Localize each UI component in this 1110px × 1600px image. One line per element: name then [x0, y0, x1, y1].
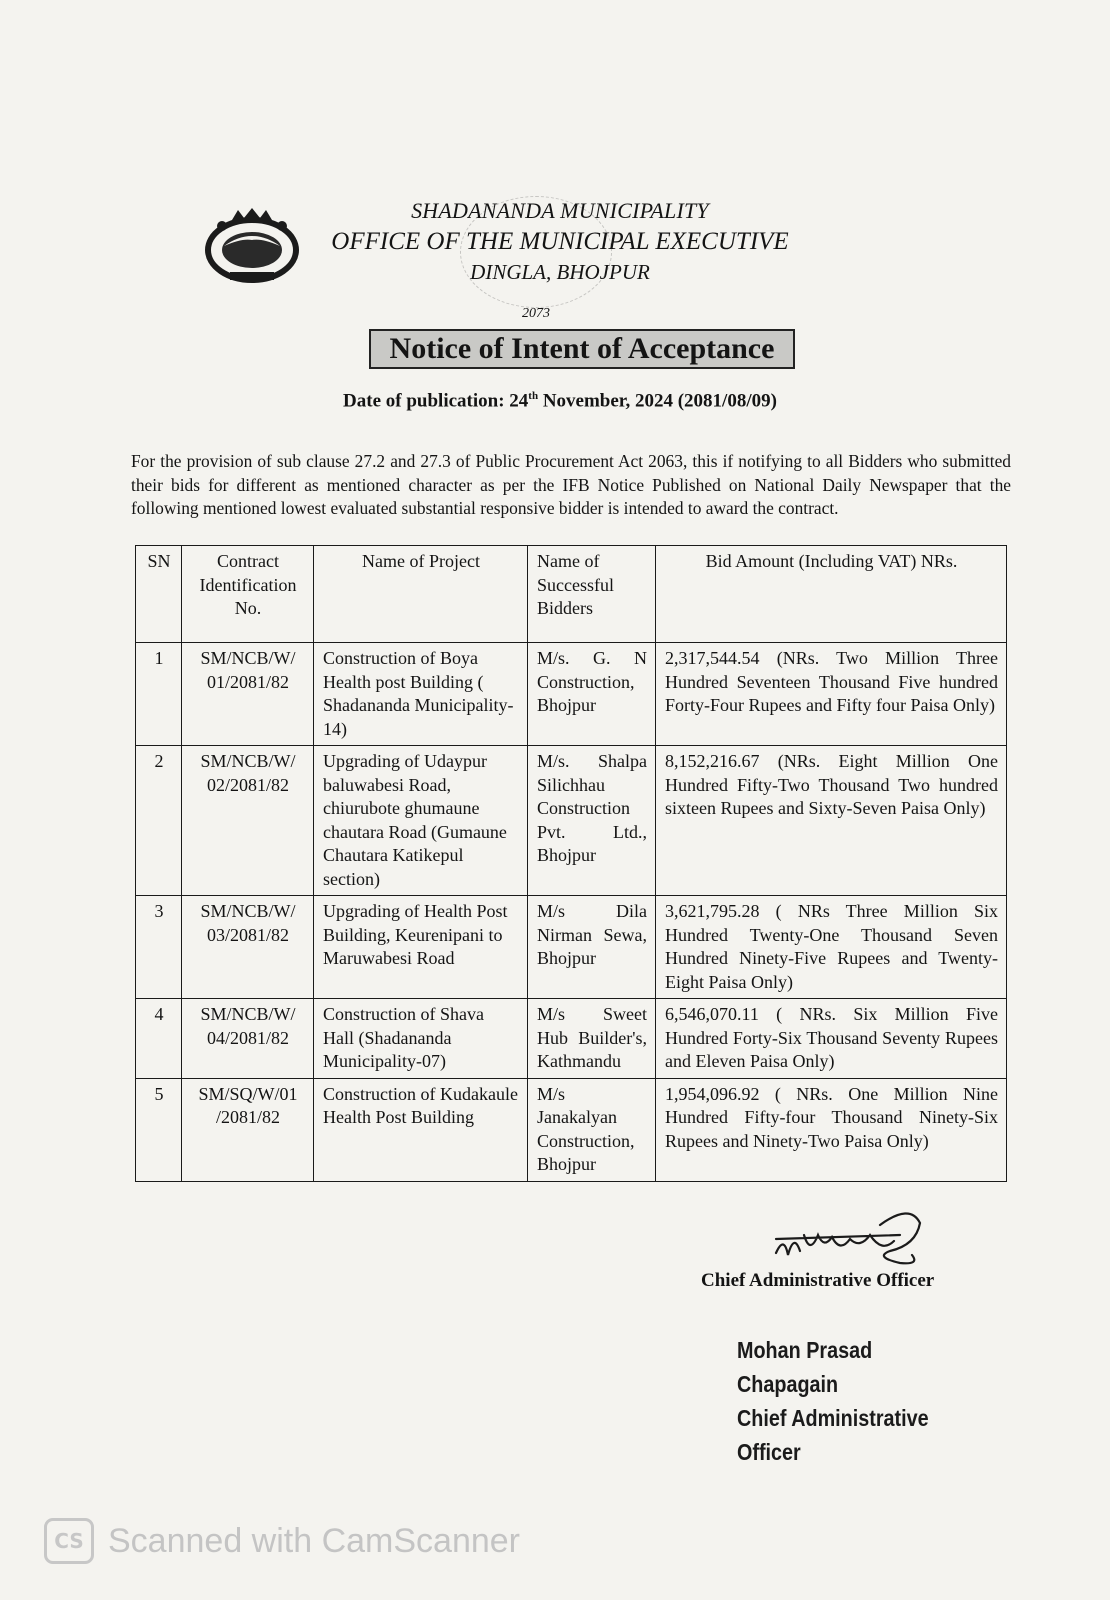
letterhead [300, 196, 820, 286]
government-emblem-icon [202, 206, 302, 288]
cell-contract-id: SM/SQ/W/01 /2081/82 [182, 1078, 314, 1181]
camscanner-logo-icon: CS [44, 1518, 94, 1564]
cell-project: Construction of Shava Hall (Shadananda Municipality-07) [314, 999, 528, 1079]
header-project: Name of Project [314, 546, 528, 643]
cell-project: Construction of Boya Health post Building ( Shadananda Municipality-14) [314, 643, 528, 746]
signatory-stamp [737, 1333, 978, 1469]
intro-paragraph: For the provision of sub clause 27.2 and 27.3 of Public Procurement Act 2063, this if notifying to all Bidders who submitted their bids for different as mentioned character as per the IFB Notice Published on National Daily Newspaper that the following mentioned lowest evaluated substantial responsive bidder is intended to award the contract. [131, 451, 1011, 518]
cell-bidder: M/s. G. N Construction, Bhojpur [528, 643, 656, 746]
cell-sn: 4 [136, 999, 182, 1079]
signatory-stamp-title: Chief Administrative Officer [737, 1405, 929, 1465]
award-table [135, 545, 1007, 1182]
scanner-watermark [44, 1516, 520, 1566]
cell-contract-id: SM/NCB/W/ 04/2081/82 [182, 999, 314, 1079]
municipality-name: SHADANANDA MUNICIPALITY [411, 198, 709, 223]
signatory-title: Chief Administrative Officer [701, 1270, 935, 1291]
cell-bidder: M/s Dila Nirman Sewa, Bhojpur [528, 896, 656, 999]
cell-contract-id: SM/NCB/W/ 02/2081/82 [182, 746, 314, 896]
table-row [136, 896, 1007, 999]
cell-sn: 1 [136, 643, 182, 746]
cell-sn: 2 [136, 746, 182, 896]
cell-bidder: M/s Janakalyan Construction, Bhojpur [528, 1078, 656, 1181]
table-row [136, 643, 1007, 746]
signatory-name: Mohan Prasad Chapagain [737, 1337, 873, 1397]
cell-amount: 1,954,096.92 ( NRs. One Million Nine Hundred Fifty-four Thousand Ninety-Six Rupees and Ninety-Two Paisa Only) [656, 1078, 1007, 1181]
cell-bidder: M/s. Shalpa Silichhau Construction Pvt. Ltd., Bhojpur [528, 746, 656, 896]
handwritten-signature-icon [770, 1205, 930, 1275]
cell-amount: 8,152,216.67 (NRs. Eight Million One Hundred Fifty-Two Thousand Two hundred sixteen Rupees and Sixty-Seven Paisa Only) [656, 746, 1007, 896]
header-sn: SN [136, 546, 182, 643]
header-amount: Bid Amount (Including VAT) NRs. [656, 546, 1007, 643]
cell-project: Upgrading of Health Post Building, Keurenipani to Maruwabesi Road [314, 896, 528, 999]
table-row [136, 746, 1007, 896]
office-location: DINGLA, BHOJPUR [470, 260, 650, 284]
office-name: OFFICE OF THE MUNICIPAL EXECUTIVE [331, 228, 789, 255]
header-bidder: Name of Successful Bidders [528, 546, 656, 643]
stamp-year: 2073 [522, 306, 550, 321]
header-contract-id: Contract Identification No. [182, 546, 314, 643]
watermark-text: Scanned with CamScanner [108, 1521, 521, 1560]
publication-date: Date of publication: 24th November, 2024 (2081/08/09) [343, 390, 777, 412]
cell-amount: 3,621,795.28 ( NRs Three Million Six Hundred Twenty-One Thousand Seven Hundred Ninety-Five Rupees and Twenty-Eight Paisa Only) [656, 896, 1007, 999]
table-header-row [136, 546, 1007, 643]
cell-contract-id: SM/NCB/W/ 03/2081/82 [182, 896, 314, 999]
cell-contract-id: SM/NCB/W/ 01/2081/82 [182, 643, 314, 746]
table-row [136, 999, 1007, 1079]
cell-amount: 6,546,070.11 ( NRs. Six Million Five Hundred Forty-Six Thousand Seventy Rupees and Eleven Paisa Only) [656, 999, 1007, 1079]
cell-amount: 2,317,544.54 (NRs. Two Million Three Hundred Seventeen Thousand Five hundred Forty-Four Rupees and Fifty four Paisa Only) [656, 643, 1007, 746]
cell-bidder: M/s Sweet Hub Builder's, Kathmandu [528, 999, 656, 1079]
notice-title: Notice of Intent of Acceptance [369, 329, 795, 369]
table-row [136, 1078, 1007, 1181]
cell-sn: 3 [136, 896, 182, 999]
cell-sn: 5 [136, 1078, 182, 1181]
cell-project: Upgrading of Udaypur baluwabesi Road, chiurubote ghumaune chautara Road (Gumaune Chautara Katikepul section) [314, 746, 528, 896]
cell-project: Construction of Kudakaule Health Post Building [314, 1078, 528, 1181]
